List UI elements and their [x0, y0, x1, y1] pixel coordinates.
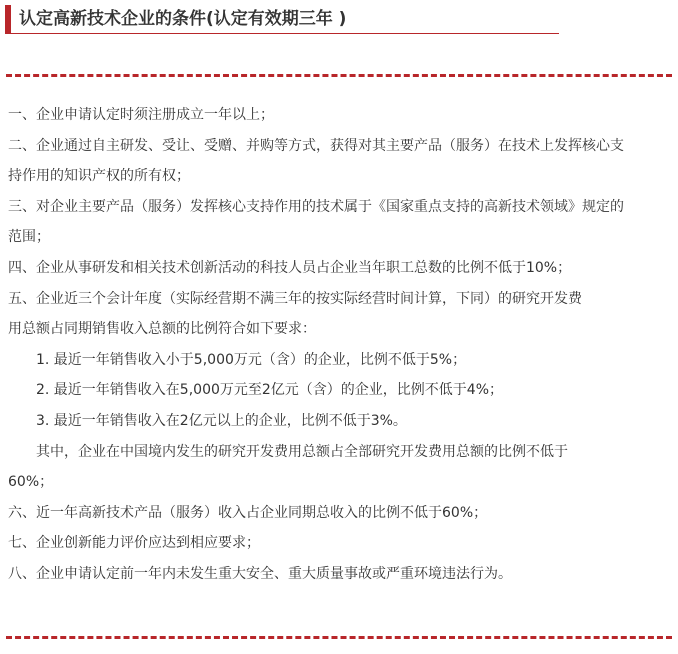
requirements-list [8, 100, 670, 590]
requirement-3-line-1: 三、对企业主要产品（服务）发挥核心支持作用的技术属于《国家重点支持的高新技术领域》规定的 [8, 198, 624, 215]
sub-requirement-3: 3. 最近一年销售收入在2亿元以上的企业，比例不低于3%。 [36, 412, 407, 429]
requirement-4: 四、企业从事研发和相关技术创新活动的科技人员占企业当年职工总数的比例不低于10%； [8, 259, 572, 276]
requirement-5-note-line-2: 60%； [8, 474, 54, 491]
dashed-divider-bottom [6, 636, 672, 639]
requirement-1: 一、企业申请认定时须注册成立一年以上； [8, 107, 274, 123]
requirement-8: 八、企业申请认定前一年内未发生重大安全、重大质量事故或严重环境违法行为。 [8, 565, 512, 582]
section-header [5, 5, 559, 34]
requirement-6: 六、近一年高新技术产品（服务）收入占企业同期总收入的比例不低于60%； [8, 504, 488, 521]
requirement-7: 七、企业创新能力评价应达到相应要求； [8, 535, 260, 552]
requirement-2-line-1: 二、企业通过自主研发、受让、受赠、并购等方式，获得对其主要产品（服务）在技术上发挥核心支 [8, 137, 624, 154]
sub-requirement-2: 2. 最近一年销售收入在5,000万元至2亿元（含）的企业，比例不低于4%； [36, 382, 504, 399]
requirement-5-line-1: 五、企业近三个会计年度（实际经营期不满三年的按实际经营时间计算，下同）的研究开发费 [8, 290, 582, 307]
requirement-3-line-2: 范围； [8, 229, 50, 246]
requirement-2-line-2: 持作用的知识产权的所有权； [8, 168, 190, 185]
requirement-5-note-line-1: 其中，企业在中国境内发生的研究开发费用总额占全部研究开发费用总额的比例不低于 [36, 443, 568, 460]
sub-requirement-1: 1. 最近一年销售收入小于5,000万元（含）的企业，比例不低于5%； [36, 351, 467, 368]
page-title: 认定高新技术企业的条件(认定有效期三年 ) [19, 9, 347, 29]
requirement-5-line-2: 用总额占同期销售收入总额的比例符合如下要求： [8, 321, 316, 338]
dashed-divider-top [6, 74, 672, 77]
